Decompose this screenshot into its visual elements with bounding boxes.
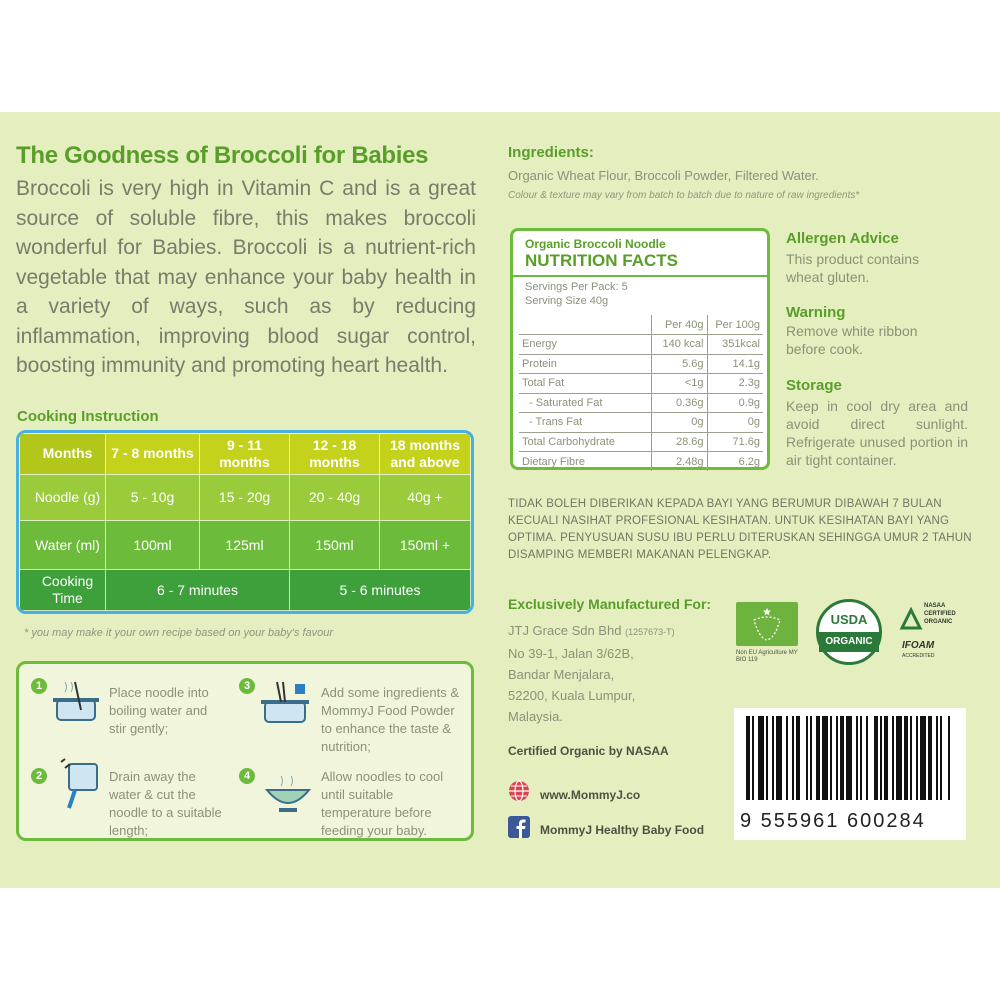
table-cell: Total Fat (519, 374, 651, 394)
manufacturer-name: JTJ Grace Sdn Bhd (508, 623, 622, 638)
barcode-bar (822, 716, 828, 800)
nasaa-line: CERTIFIED (924, 611, 956, 617)
product-label-panel (0, 112, 1000, 888)
table-row (519, 452, 763, 472)
table-cell: 125ml (200, 521, 290, 570)
barcode-bar (816, 716, 820, 800)
divider (513, 275, 767, 277)
barcode-bar (896, 716, 902, 800)
table-row (519, 315, 763, 335)
table-cell: Cooking Time (20, 570, 106, 611)
table-cell: 15 - 20g (200, 474, 290, 521)
barcode-digits: 9 555961 600284 (740, 810, 926, 832)
address-line: 52200, Kuala Lumpur, (508, 688, 636, 703)
table-cell: Total Carbohydrate (519, 432, 651, 452)
table-row (519, 354, 763, 374)
barcode-bar (948, 716, 950, 800)
pot-stir-icon (51, 680, 103, 728)
barcode-bar (758, 716, 764, 800)
table-cell: Energy (519, 335, 651, 355)
usda-organic-logo (816, 599, 882, 665)
intro-title: The Goodness of Broccoli for Babies (16, 142, 429, 169)
cooking-header-row (20, 434, 471, 475)
barcode-bar (904, 716, 908, 800)
barcode-bar (806, 716, 808, 800)
cooking-header-cell: 12 - 18 months (290, 434, 380, 475)
address-line: Bandar Menjalara, (508, 667, 615, 682)
manufacturer-address (508, 620, 675, 727)
table-cell: 14.1g (707, 354, 763, 374)
usda-logo-bottom: ORGANIC (819, 632, 879, 652)
pot-ingredients-icon (259, 680, 315, 730)
table-cell: 2.3g (707, 374, 763, 394)
step-text: Add some ingredients & MommyJ Food Powder to enhance the taste & nutrition; (321, 685, 460, 754)
intro-body: Broccoli is very high in Vitamin C and is a great source of soluble fibre, this makes broccoli wonderful for Babies. Broccoli is a nutrient-rich vegetable that may enhance your baby health in a variety of ways, such as by reducing inflammation, improving blood sugar control, boosting immunity and promoting heart health. (16, 177, 476, 377)
barcode-bar (940, 716, 942, 800)
barcode-bar (910, 716, 912, 800)
step-text: Place noodle into boiling water and stir gently; (109, 685, 209, 736)
nutrition-facts-panel (510, 228, 770, 470)
ifoam-text: IFOAM (902, 640, 935, 651)
table-row (519, 374, 763, 394)
barcode-bar (860, 716, 862, 800)
table-cell: 140 kcal (651, 335, 707, 355)
nasaa-line: NASAA (924, 603, 946, 609)
step-text: Drain away the water & cut the noodle to a suitable length; (109, 769, 222, 838)
step-number: 4 (239, 768, 255, 784)
table-cell: 0.36g (651, 393, 707, 413)
table-cell: <1g (651, 374, 707, 394)
table-cell: 40g + (380, 474, 471, 521)
table-cell (519, 315, 651, 335)
facebook-icon (508, 816, 530, 838)
barcode-bar (810, 716, 812, 800)
drain-water-icon (55, 758, 103, 814)
step-number: 2 (31, 768, 47, 784)
barcode-bar (928, 716, 932, 800)
barcode-bar (776, 716, 782, 800)
barcode-bar (752, 716, 754, 800)
step-number: 3 (239, 678, 255, 694)
cooking-header-cell: 9 - 11 months (200, 434, 290, 475)
table-cell: 150ml + (380, 521, 471, 570)
cooking-header-cell: 18 months and above (380, 434, 471, 475)
nutrition-subtitle: Organic Broccoli Noodle (525, 237, 666, 251)
cooking-note: * you may make it your own recipe based on your baby's favour (24, 627, 334, 639)
warning-title: Warning (786, 304, 846, 321)
barcode-bar (920, 716, 926, 800)
ingredients-text: Organic Wheat Flour, Broccoli Powder, Filtered Water. (508, 168, 819, 183)
table-cell: 0.9g (707, 393, 763, 413)
barcode-bar (880, 716, 882, 800)
barcode-bar (856, 716, 858, 800)
table-cell: 71.6g (707, 432, 763, 452)
barcode-bar (936, 716, 938, 800)
facebook-link[interactable]: MommyJ Healthy Baby Food (540, 823, 705, 837)
table-cell: 28.6g (651, 432, 707, 452)
barcode-bar (746, 716, 750, 800)
servings-per-pack: Servings Per Pack: 5 (525, 281, 628, 293)
address-line: No 39-1, Jalan 3/62B, (508, 646, 634, 661)
table-cell: 5.6g (651, 354, 707, 374)
table-cell: Per 100g (707, 315, 763, 335)
address-line: Malaysia. (508, 709, 563, 724)
manufacturer-reg: (1257673-T) (625, 627, 675, 637)
nutrition-table (519, 315, 763, 471)
usda-logo-top: USDA (830, 612, 868, 627)
cooking-header-cell: Months (20, 434, 106, 475)
storage-title: Storage (786, 377, 842, 394)
table-cell: 150ml (290, 521, 380, 570)
table-row (519, 335, 763, 355)
table-cell: 20 - 40g (290, 474, 380, 521)
barcode-bar (884, 716, 888, 800)
table-cell: Water (ml) (20, 521, 106, 570)
barcode-bar (840, 716, 844, 800)
cooking-header-cell: 7 - 8 months (106, 434, 200, 475)
certified-organic-text: Certified Organic by NASAA (508, 744, 669, 758)
table-row (519, 413, 763, 433)
table-cell: 100ml (106, 521, 200, 570)
website-link[interactable]: www.MommyJ.co (540, 788, 641, 802)
table-cell: 0g (707, 413, 763, 433)
allergen-title: Allergen Advice (786, 230, 899, 247)
barcode-bar (916, 716, 918, 800)
table-cell: 2.48g (651, 452, 707, 472)
table-cell: - Saturated Fat (519, 393, 651, 413)
malay-notice: TIDAK BOLEH DIBERIKAN KEPADA BAYI YANG BERUMUR DIBAWAH 7 BULAN KECUALI NASIHAT PROFESIONAL KESIHATAN. UNTUK KESIHATAN BAYI YANG OPTIMA. PENYUSUAN SUSU IBU PERLU DITERUSKAN SEHINGGA UMUR 2 TAHUN DISAMPING MEMBERI MAKANAN PELENGKAP. (508, 498, 972, 561)
nutrition-title: NUTRITION FACTS (525, 251, 678, 270)
globe-icon (508, 780, 530, 802)
cooking-time-row (20, 570, 471, 611)
table-row (519, 393, 763, 413)
step-number: 1 (31, 678, 47, 694)
table-cell: Per 40g (651, 315, 707, 335)
table-row (519, 432, 763, 452)
eu-organic-logo (736, 602, 798, 646)
accredited-text: ACCREDITED (902, 653, 935, 659)
barcode-bar (846, 716, 852, 800)
barcode-bar (766, 716, 768, 800)
cooking-noodle-row (20, 474, 471, 521)
barcode-bar (874, 716, 878, 800)
ingredients-title: Ingredients: (508, 144, 594, 161)
storage-text: Keep in cool dry area and avoid direct sunlight. Refrigerate unused portion in air tight container. (786, 398, 968, 468)
table-cell: Noodle (g) (20, 474, 106, 521)
table-cell: 0g (651, 413, 707, 433)
table-cell: 351kcal (707, 335, 763, 355)
nasaa-line: ORGANIC (924, 619, 953, 625)
barcode-bar (792, 716, 794, 800)
table-cell: Dietary Fibre (519, 452, 651, 472)
cooking-water-row (20, 521, 471, 570)
cooking-title: Cooking Instruction (17, 408, 159, 425)
table-cell: 5 - 10g (106, 474, 200, 521)
allergen-text: This product contains wheat gluten. (786, 251, 920, 285)
table-cell: 6 - 7 minutes (106, 570, 290, 611)
table-cell: 6.2g (707, 452, 763, 472)
table-cell: 5 - 6 minutes (290, 570, 471, 611)
serving-size: Serving Size 40g (525, 295, 609, 307)
step-text: Allow noodles to cool until suitable temperature before feeding your baby. (321, 769, 444, 838)
manufacturer-title: Exclusively Manufactured For: (508, 596, 712, 612)
table-cell: - Trans Fat (519, 413, 651, 433)
cooking-table (16, 430, 474, 614)
barcode-bar (786, 716, 788, 800)
nasaa-logo (898, 600, 970, 662)
bowl-noodles-icon (263, 772, 313, 816)
barcode-bar (836, 716, 838, 800)
barcode-bar (866, 716, 868, 800)
barcode-bar (892, 716, 894, 800)
table-cell: Protein (519, 354, 651, 374)
barcode-bar (796, 716, 800, 800)
barcode-bar (830, 716, 832, 800)
barcode-bars (734, 708, 966, 808)
eu-logo-text: Non EU Agriculture MY BIO 119 (736, 650, 798, 663)
cooking-steps-box (16, 661, 474, 841)
ingredients-note: Colour & texture may vary from batch to batch due to nature of raw ingredients* (508, 190, 860, 201)
warning-text: Remove white ribbon before cook. (786, 323, 918, 357)
barcode-bar (772, 716, 774, 800)
